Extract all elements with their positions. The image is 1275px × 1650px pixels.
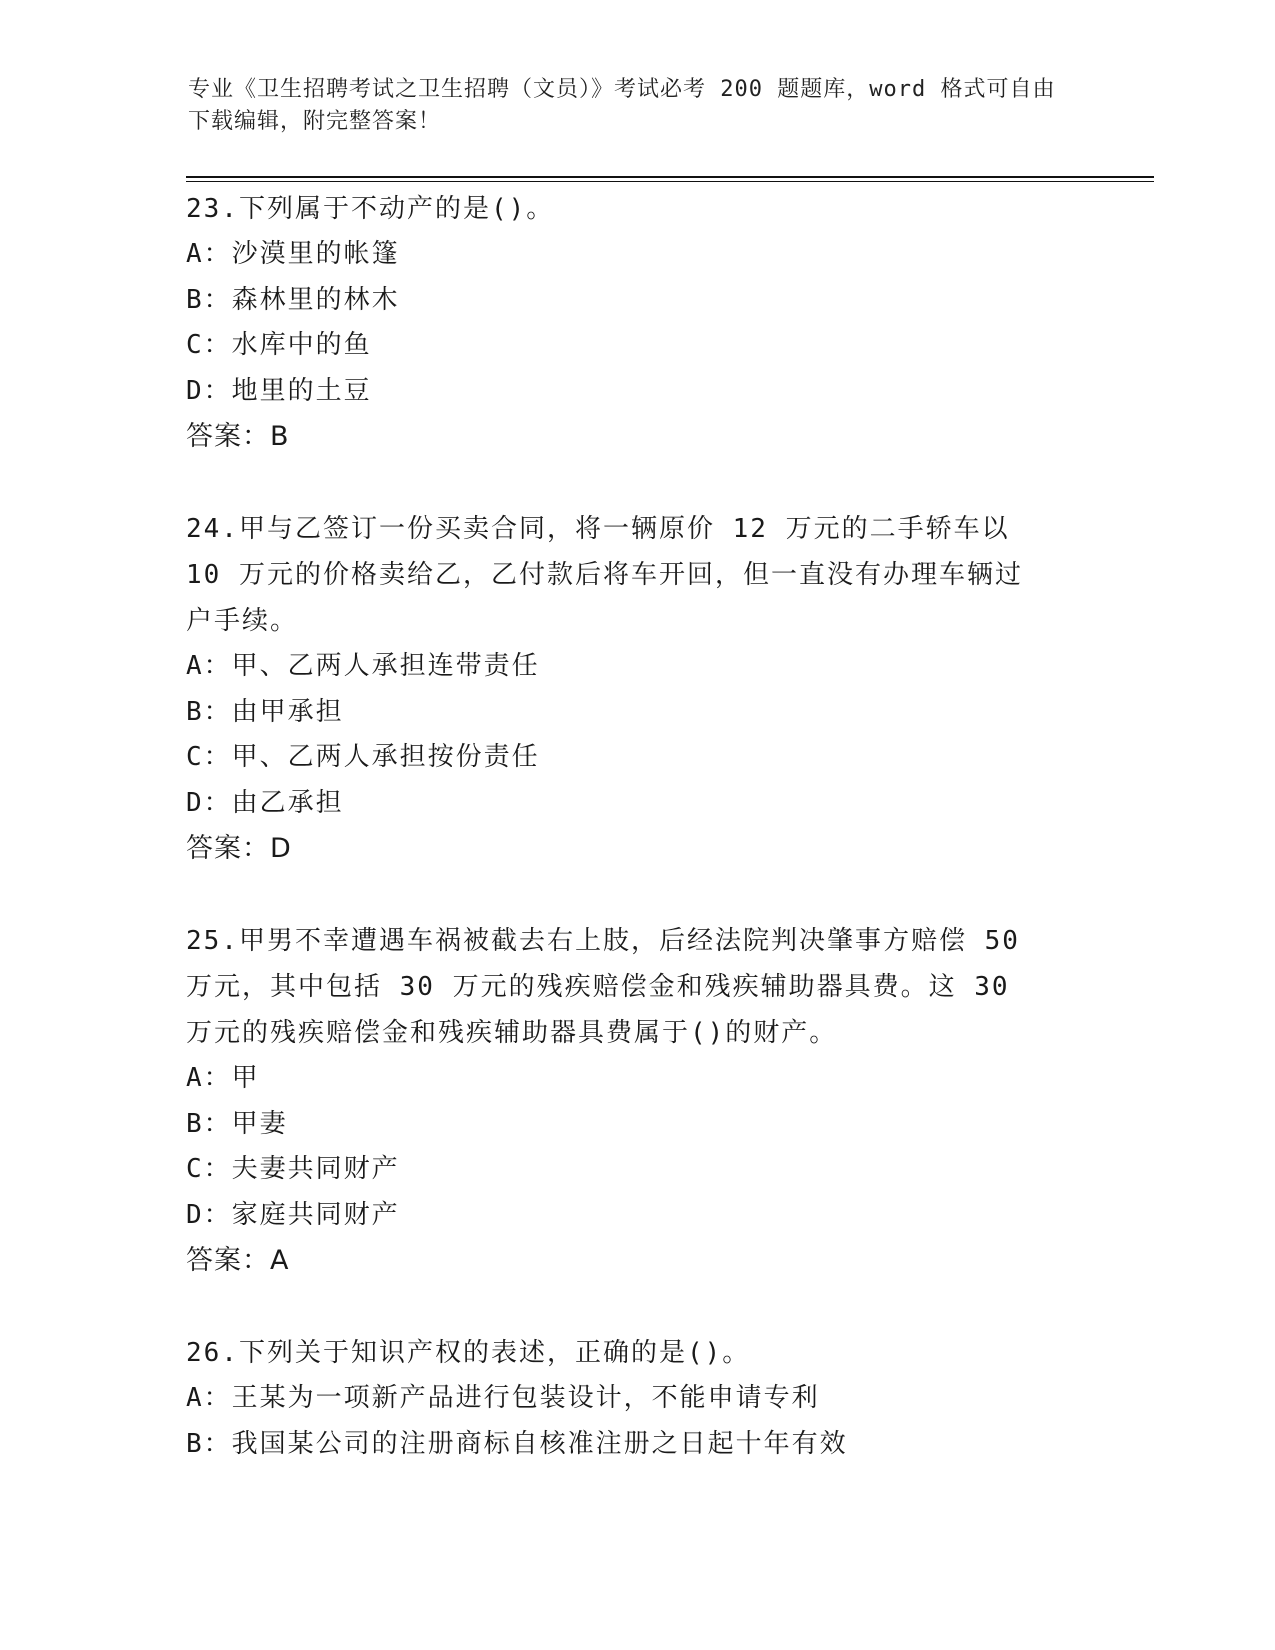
option-a: A：甲: [186, 1063, 260, 1093]
question-list: [186, 186, 1066, 1513]
question-25: [186, 918, 1066, 1284]
question-stem: 24.甲与乙签订一份买卖合同，将一辆原价 12 万元的二手轿车以 10 万元的价格卖给乙，乙付款后将车开回，但一直没有办理车辆过户手续。: [186, 514, 1028, 636]
answer: 答案：B: [186, 421, 290, 452]
option-b: B：由甲承担: [186, 696, 344, 727]
question-23: [186, 186, 1066, 460]
document-header: 专业《卫生招聘考试之卫生招聘（文员）》考试必考 200 题题库，word 格式可自由下载编辑，附完整答案！: [188, 77, 1056, 134]
question-stem: 25.甲男不幸遭遇车祸被截去右上肢，后经法院判决肇事方赔偿 50 万元，其中包括 30 万元的残疾赔偿金和残疾辅助器具费。这 30 万元的残疾赔偿金和残疾辅助器具费属于()的财产。: [186, 926, 1038, 1048]
option-b: B：森林里的林木: [186, 284, 400, 315]
header-rule-thick: [186, 176, 1154, 178]
option-d: D：由乙承担: [186, 787, 344, 818]
option-c: C：水库中的鱼: [186, 330, 372, 360]
question-26: [186, 1330, 1066, 1467]
option-b: B：我国某公司的注册商标自核准注册之日起十年有效: [186, 1428, 848, 1459]
option-d: D：地里的土豆: [186, 375, 372, 406]
option-a: A：王某为一项新产品进行包装设计，不能申请专利: [186, 1383, 820, 1413]
question-stem: 23.下列属于不动产的是()。: [186, 194, 555, 224]
option-c: C：甲、乙两人承担按份责任: [186, 742, 540, 772]
option-d: D：家庭共同财产: [186, 1199, 400, 1230]
option-b: B：甲妻: [186, 1108, 288, 1139]
header-rule-thin: [186, 181, 1154, 182]
answer: 答案：D: [186, 833, 292, 864]
question-24: [186, 506, 1066, 872]
answer: 答案：A: [186, 1245, 290, 1276]
option-c: C：夫妻共同财产: [186, 1154, 400, 1184]
option-a: A：沙漠里的帐篷: [186, 239, 400, 269]
question-stem: 26.下列关于知识产权的表述，正确的是()。: [186, 1338, 751, 1368]
option-a: A：甲、乙两人承担连带责任: [186, 651, 540, 681]
